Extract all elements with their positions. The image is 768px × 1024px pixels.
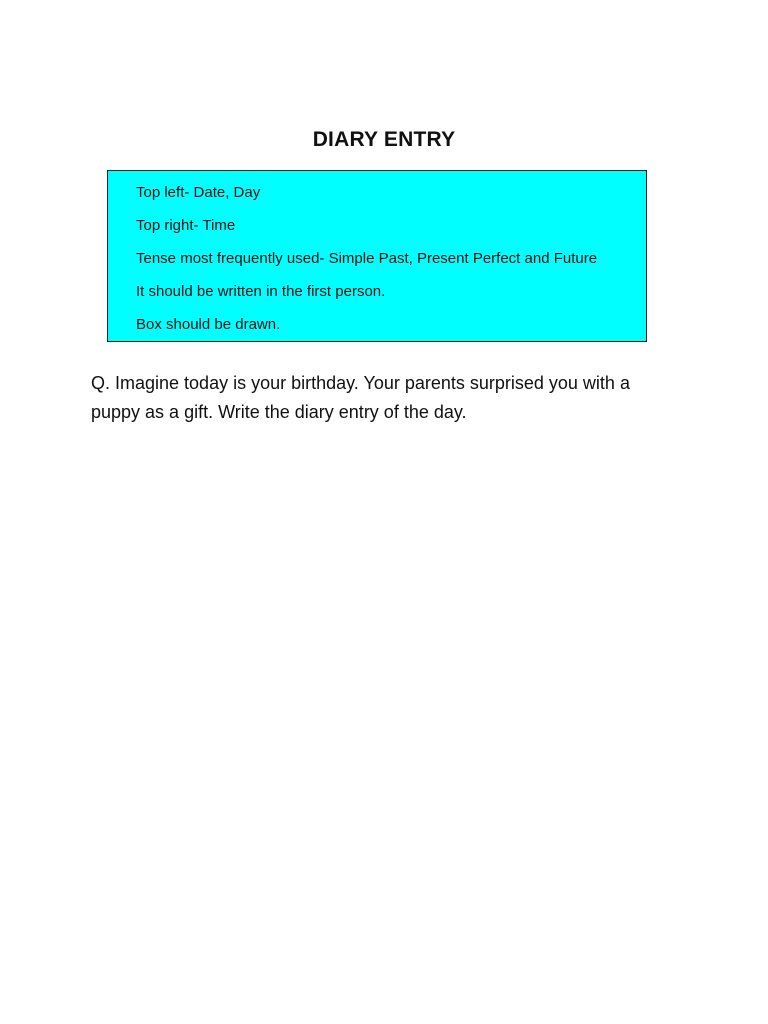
page-title: DIARY ENTRY [312, 128, 456, 151]
guidelines-list [136, 176, 597, 341]
question-text: Q. Imagine today is your birthday. Your parents surprised you with a puppy as a gift. Write the diary entry of the day. [91, 373, 630, 422]
guideline-item-time: Top right- Time [136, 217, 236, 234]
guideline-item-person: It should be written in the first person. [136, 283, 386, 300]
guideline-item-box: Box should be drawn. [136, 316, 281, 333]
guidelines-box [107, 170, 647, 342]
guideline-item-date: Top left- Date, Day [136, 184, 261, 201]
guideline-item-tense: Tense most frequently used- Simple Past, Present Perfect and Future [136, 250, 598, 267]
